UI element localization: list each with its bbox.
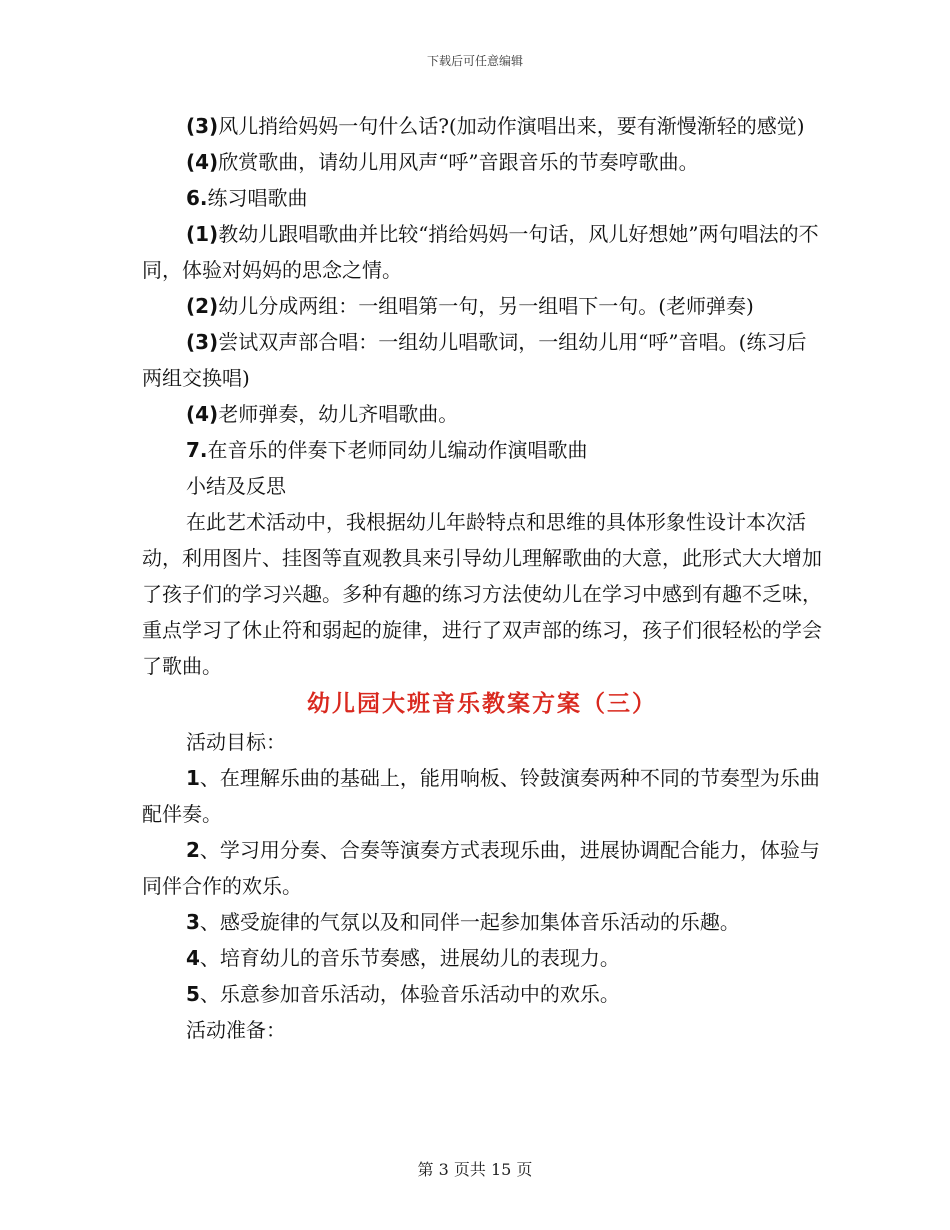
goals-heading: 活动目标： (186, 730, 286, 754)
section-title: 幼儿园大班音乐教案方案（三） (307, 690, 657, 717)
step-text: 风儿捎给妈妈一句什么话?(加动作演唱出来，要有渐慢渐轻的感觉) (218, 114, 805, 138)
step-text: 尝试双声部合唱：一组幼儿唱歌词，一组幼儿用“呼”音唱。(练习后两组交换唱) (142, 330, 807, 390)
step-4-paragraph (142, 144, 822, 180)
substep-3-paragraph (142, 324, 822, 396)
goal-item (142, 760, 822, 832)
goal-number: 1 (186, 766, 200, 790)
substep-4-paragraph (142, 396, 822, 432)
step-text: 欣赏歌曲，请幼儿用风声“呼”音跟音乐的节奏哼歌曲。 (218, 150, 699, 174)
step-number: (4) (186, 402, 219, 426)
goal-item (142, 904, 822, 940)
goal-number: 2 (186, 838, 200, 862)
page-footer: 第 3 页共 15 页 (417, 1160, 533, 1179)
step-number: (1) (186, 222, 219, 246)
step-text: 教幼儿跟唱歌曲并比较“捎给妈妈一句话，风儿好想她”两句唱法的不同，体验对妈妈的思念之情。 (142, 222, 819, 282)
step-number: 6. (186, 186, 208, 210)
page-header: 下载后可任意编辑 (426, 54, 523, 68)
goal-number: 4 (186, 946, 200, 970)
prep-heading: 活动准备： (186, 1018, 286, 1042)
goal-text: 、培育幼儿的音乐节奏感，进展幼儿的表现力。 (199, 946, 620, 970)
step-6-heading (142, 180, 822, 216)
step-text: 在音乐的伴奏下老师同幼儿编动作演唱歌曲 (207, 438, 588, 462)
goal-item (142, 976, 822, 1012)
goal-item (142, 940, 822, 976)
summary-heading: 小结及反思 (186, 474, 286, 498)
goal-text: 、乐意参加音乐活动，体验音乐活动中的欢乐。 (199, 982, 620, 1006)
substep-2-paragraph (142, 288, 822, 324)
step-number: (3) (186, 114, 219, 138)
step-number: (4) (186, 150, 219, 174)
step-number: (3) (186, 330, 219, 354)
goal-text: 、学习用分奏、合奏等演奏方式表现乐曲，进展协调配合能力，体验与同伴合作的欢乐。 (142, 838, 820, 898)
summary-paragraph: 在此艺术活动中，我根据幼儿年龄特点和思维的具体形象性设计本次活动，利用图片、挂图等直观教具来引导幼儿理解歌曲的大意，此形式大大增加了孩子们的学习兴趣。多种有趣的练习方法使幼儿在学习中感到有趣不乏味，重点学习了休止符和弱起的旋律，进行了双声部的练习，孩子们很轻松的学会了歌曲。 (142, 510, 822, 678)
goal-text: 、感受旋律的气氛以及和同伴一起参加集体音乐活动的乐趣。 (199, 910, 740, 934)
step-number: 7. (186, 438, 208, 462)
step-text: 老师弹奏，幼儿齐唱歌曲。 (218, 402, 459, 426)
step-number: (2) (186, 294, 219, 318)
step-text: 练习唱歌曲 (207, 186, 308, 210)
document-body (142, 108, 822, 1048)
substep-1-paragraph (142, 216, 822, 288)
goal-item (142, 832, 822, 904)
step-7-heading (142, 432, 822, 468)
goal-number: 5 (186, 982, 200, 1006)
goal-text: 、在理解乐曲的基础上，能用响板、铃鼓演奏两种不同的节奏型为乐曲配伴奏。 (142, 766, 820, 826)
goal-number: 3 (186, 910, 200, 934)
step-3-paragraph (142, 108, 822, 144)
step-text: 幼儿分成两组：一组唱第一句，另一组唱下一句。(老师弹奏) (218, 294, 754, 318)
